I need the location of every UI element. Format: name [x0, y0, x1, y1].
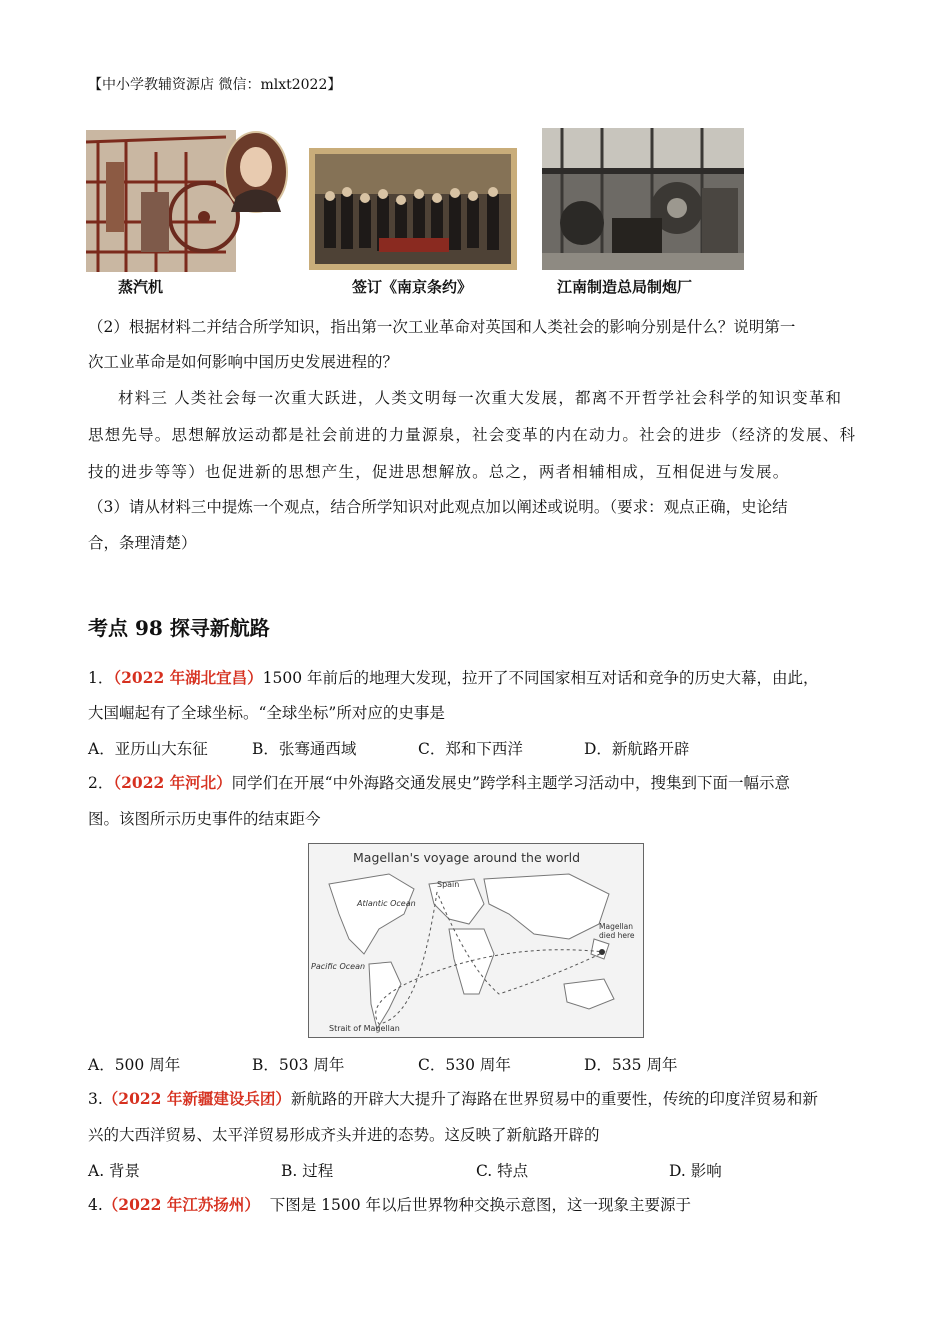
map-label-died-line1: Magellan: [599, 922, 633, 931]
q1-source: （2022 年湖北宜昌）: [113, 668, 263, 687]
material3-line1: 材料三 人类社会每一次重大跃进，人类文明每一次重大发展，都离不开哲学社会科学的知识变革和: [118, 389, 843, 407]
q4-number: 4.: [88, 1196, 103, 1214]
q2-option-c: C．530 周年: [418, 1056, 511, 1074]
q1-text1: 1500 年前后的地理大发现，拉开了不同国家相互对话和竞争的历史大幕，由此，: [262, 669, 819, 687]
q2-source: （2022 年河北）: [113, 773, 232, 792]
treaty-nanjing-caption: 签订《南京条约》: [352, 278, 473, 296]
map-label-pacific: Pacific Ocean: [311, 962, 366, 971]
q3-number: 3.: [88, 1090, 103, 1108]
map-label-spain: Spain: [437, 880, 460, 889]
map-label-strait: Strait of Magellan: [329, 1024, 400, 1033]
q3-text1: 新航路的开辟大大提升了海路在世界贸易中的重要性，传统的印度洋贸易和新: [290, 1090, 818, 1108]
steam-engine-image: [86, 122, 290, 272]
magellan-map: [308, 843, 644, 1038]
map-label-died: [599, 922, 635, 940]
q2-line1: [88, 772, 790, 794]
jiangnan-arsenal-image: [542, 128, 744, 270]
q2-option-a: A．500 周年: [88, 1056, 181, 1074]
jiangnan-arsenal-caption: 江南制造总局制炮厂: [557, 278, 693, 296]
q1-line1: [88, 667, 819, 689]
q3-source: （2022 年新疆建设兵团）: [102, 1089, 291, 1108]
section-title: 考点 98 探寻新航路: [88, 616, 270, 640]
q2-part2-line2: 次工业革命是如何影响中国历史发展进程的？: [88, 353, 399, 371]
q3-option-d: D. 影响: [669, 1162, 722, 1180]
q2-part3-line1: （3）请从材料三中提炼一个观点，结合所学知识对此观点加以阐述或说明。（要求：观点正确，史论结: [88, 498, 788, 516]
page-header: 【中小学教辅资源店 微信：mlxt2022】: [88, 77, 342, 93]
material3-line2: 思想先导。思想解放运动都是社会前进的力量源泉，社会变革的内在动力。社会的进步（经济的发展、科: [88, 426, 857, 444]
q2-option-d: D．535 周年: [584, 1056, 678, 1074]
q2-part2-line1: （2）根据材料二并结合所学知识，指出第一次工业革命对英国和人类社会的影响分别是什么？说明第一: [88, 318, 796, 336]
q2-part3-line2: 合，条理清楚）: [88, 534, 197, 552]
q4-source: （2022 年江苏扬州）: [102, 1195, 260, 1214]
map-title: Magellan's voyage around the world: [353, 850, 581, 865]
q3-line2: 兴的大西洋贸易、太平洋贸易形成齐头并进的态势。这反映了新航路开辟的: [88, 1126, 600, 1144]
q1-option-b: B．张骞通西域: [252, 740, 357, 758]
material3-line3: 技的进步等等）也促进新的思想产生，促进思想解放。总之，两者相辅相成，互相促进与发展。: [88, 463, 790, 481]
steam-engine-caption: 蒸汽机: [118, 278, 164, 296]
q1-number: 1．: [88, 669, 114, 687]
map-label-died-line2: died here: [599, 931, 635, 940]
q3-option-c: C. 特点: [476, 1162, 529, 1180]
q2-text1: 同学们在开展“中外海路交通发展史”跨学科主题学习活动中，搜集到下面一幅示意: [231, 774, 791, 792]
q1-option-a: A．亚历山大东征: [88, 740, 208, 758]
q2-number: 2．: [88, 774, 114, 792]
q2-line2: 图。该图所示历史事件的结束距今: [88, 810, 321, 828]
q1-option-d: D．新航路开辟: [584, 740, 690, 758]
q3-option-a: A. 背景: [88, 1162, 141, 1180]
treaty-nanjing-image: [309, 148, 517, 270]
q1-option-c: C．郑和下西洋: [418, 740, 523, 758]
q4-line1: [88, 1194, 691, 1216]
q3-line1: [88, 1088, 818, 1110]
q2-option-b: B．503 周年: [252, 1056, 345, 1074]
q1-line2: 大国崛起有了全球坐标。“全球坐标”所对应的史事是: [88, 704, 445, 722]
q4-text1: 下图是 1500 年以后世界物种交换示意图，这一现象主要源于: [259, 1196, 691, 1214]
map-label-atlantic: Atlantic Ocean: [357, 899, 416, 908]
q3-option-b: B. 过程: [281, 1162, 334, 1180]
